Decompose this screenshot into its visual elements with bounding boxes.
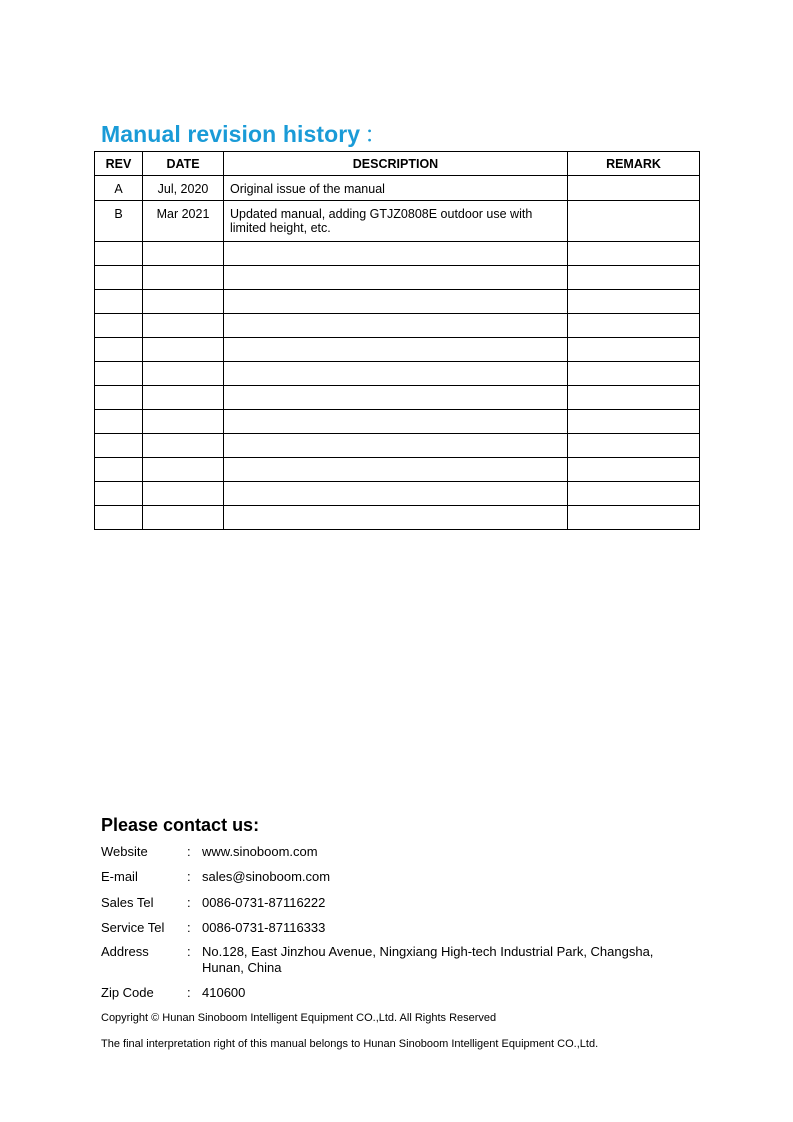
cell-text-rev <box>95 266 142 272</box>
table-cell-date <box>143 362 224 386</box>
table-cell-rev <box>95 266 143 290</box>
table-row <box>95 201 700 242</box>
table-cell-remark <box>568 338 700 362</box>
table-cell-description <box>224 201 568 242</box>
table-cell-date <box>143 506 224 530</box>
cell-text-description <box>224 338 567 344</box>
cell-text-rev <box>95 482 142 488</box>
cell-text-remark <box>568 201 699 207</box>
cell-text-rev <box>95 458 142 464</box>
table-cell-description <box>224 314 568 338</box>
table-cell-description <box>224 410 568 434</box>
table-row <box>95 410 700 434</box>
contact-address-value: No.128, East Jinzhou Avenue, Ningxiang High-tech Industrial Park, Changsha, Hunan, China <box>202 944 654 975</box>
contact-title: Please contact us: <box>101 815 260 835</box>
column-header-date: DATE <box>143 152 224 176</box>
contact-sales-tel-label: Sales Tel <box>101 895 154 910</box>
table-cell-rev <box>95 458 143 482</box>
table-row <box>95 314 700 338</box>
table-cell-rev <box>95 242 143 266</box>
cell-text-remark <box>568 506 699 512</box>
cell-text-description <box>224 290 567 296</box>
table-cell-remark <box>568 434 700 458</box>
table-cell-date <box>143 266 224 290</box>
cell-text-remark <box>568 266 699 272</box>
interpretation-notice: The final interpretation right of this manual belongs to Hunan Sinoboom Intelligent Equipment CO.,Ltd. <box>101 1038 599 1050</box>
contact-website-link[interactable]: www.sinoboom.com <box>202 844 318 859</box>
table-cell-remark <box>568 176 700 201</box>
table-cell-description <box>224 242 568 266</box>
table-cell-rev <box>95 338 143 362</box>
table-cell-date <box>143 410 224 434</box>
cell-text-date: Jul, 2020 <box>157 182 209 196</box>
cell-text-date <box>143 266 223 272</box>
table-cell-description <box>224 338 568 362</box>
table-cell-date <box>143 482 224 506</box>
cell-text-rev <box>95 290 142 296</box>
cell-text-date <box>143 290 223 296</box>
cell-text-date <box>143 506 223 512</box>
revision-history-table-body <box>95 176 700 530</box>
table-cell-remark <box>568 410 700 434</box>
cell-text-description <box>224 314 567 320</box>
cell-text-date <box>143 242 223 248</box>
table-cell-rev <box>95 176 143 201</box>
revision-history-title <box>101 116 387 149</box>
contact-separator: : <box>187 895 191 910</box>
cell-text-date <box>143 338 223 344</box>
cell-text-date <box>143 386 223 392</box>
column-header-description: DESCRIPTION <box>224 152 568 176</box>
cell-text-remark <box>568 482 699 488</box>
cell-text-description <box>224 482 567 488</box>
copyright-notice: Copyright © Hunan Sinoboom Intelligent Equipment CO.,Ltd. All Rights Reserved <box>101 1012 497 1024</box>
cell-text-remark <box>568 314 699 320</box>
cell-text-date <box>143 362 223 368</box>
table-cell-description <box>224 176 568 201</box>
table-cell-rev <box>95 386 143 410</box>
table-cell-rev <box>95 434 143 458</box>
contact-address-label: Address <box>101 944 149 959</box>
table-cell-remark <box>568 458 700 482</box>
table-cell-date <box>143 338 224 362</box>
cell-text-description <box>224 506 567 512</box>
table-row <box>95 482 700 506</box>
table-row <box>95 506 700 530</box>
cell-text-rev <box>95 506 142 512</box>
column-header-rev: REV <box>95 152 143 176</box>
cell-text-remark <box>568 386 699 392</box>
cell-text-rev: A <box>114 182 123 196</box>
revision-history-title-colon: ： <box>364 121 388 147</box>
contact-website-label: Website <box>101 844 148 859</box>
cell-text-date: Mar 2021 <box>156 207 210 221</box>
cell-text-date <box>143 482 223 488</box>
table-row <box>95 434 700 458</box>
table-cell-rev <box>95 290 143 314</box>
cell-text-description <box>224 242 567 248</box>
table-cell-date <box>143 386 224 410</box>
cell-text-description: Original issue of the manual <box>230 182 385 196</box>
contact-separator: : <box>187 985 191 1000</box>
column-header-remark: REMARK <box>568 152 700 176</box>
table-cell-rev <box>95 314 143 338</box>
table-cell-description <box>224 362 568 386</box>
cell-text-date <box>143 458 223 464</box>
table-cell-description <box>224 290 568 314</box>
table-cell-date <box>143 242 224 266</box>
table-cell-rev <box>95 506 143 530</box>
table-row <box>95 362 700 386</box>
cell-text-remark <box>568 242 699 248</box>
cell-text-remark <box>568 176 699 182</box>
table-row <box>95 458 700 482</box>
table-cell-date <box>143 201 224 242</box>
cell-text-remark <box>568 290 699 296</box>
contact-service-tel-value: 0086-0731-87116333 <box>202 920 326 935</box>
table-row <box>95 176 700 201</box>
cell-text-rev <box>95 434 142 440</box>
table-header-row <box>95 152 700 176</box>
contact-separator: : <box>187 869 191 884</box>
cell-text-remark <box>568 362 699 368</box>
cell-text-description <box>224 386 567 392</box>
cell-text-description <box>224 410 567 416</box>
contact-zip-label: Zip Code <box>101 985 154 1000</box>
table-cell-description <box>224 266 568 290</box>
contact-email-label: E-mail <box>101 869 138 884</box>
table-cell-remark <box>568 386 700 410</box>
table-row <box>95 338 700 362</box>
contact-zip-value: 410600 <box>202 985 246 1000</box>
revision-history-title-text: Manual revision history <box>101 121 361 147</box>
contact-separator: : <box>187 844 191 859</box>
cell-text-remark <box>568 458 699 464</box>
table-cell-remark <box>568 314 700 338</box>
table-cell-description <box>224 434 568 458</box>
cell-text-remark <box>568 410 699 416</box>
cell-text-date <box>143 314 223 320</box>
cell-text-rev <box>95 362 142 368</box>
table-row <box>95 266 700 290</box>
table-cell-remark <box>568 290 700 314</box>
table-cell-remark <box>568 201 700 242</box>
cell-text-date <box>143 410 223 416</box>
cell-text-rev <box>95 410 142 416</box>
table-cell-remark <box>568 482 700 506</box>
table-cell-date <box>143 314 224 338</box>
table-cell-description <box>224 458 568 482</box>
table-row <box>95 386 700 410</box>
table-row <box>95 290 700 314</box>
table-cell-description <box>224 386 568 410</box>
table-cell-date <box>143 176 224 201</box>
cell-text-description: Updated manual, adding GTJZ0808E outdoor use with limited height, etc. <box>230 207 533 235</box>
cell-text-remark <box>568 338 699 344</box>
table-cell-rev <box>95 362 143 386</box>
table-cell-rev <box>95 410 143 434</box>
contact-email-link[interactable]: sales@sinoboom.com <box>202 869 331 884</box>
contact-separator: : <box>187 920 191 935</box>
table-cell-description <box>224 482 568 506</box>
contact-service-tel-label: Service Tel <box>101 920 165 935</box>
cell-text-rev <box>95 386 142 392</box>
table-cell-remark <box>568 266 700 290</box>
cell-text-rev: B <box>114 207 123 221</box>
table-row <box>95 242 700 266</box>
table-cell-rev <box>95 482 143 506</box>
cell-text-rev <box>95 314 142 320</box>
cell-text-remark <box>568 434 699 440</box>
cell-text-rev <box>95 242 142 248</box>
table-cell-remark <box>568 362 700 386</box>
table-cell-description <box>224 506 568 530</box>
cell-text-rev <box>95 338 142 344</box>
table-cell-date <box>143 434 224 458</box>
cell-text-description <box>224 266 567 272</box>
table-cell-date <box>143 458 224 482</box>
table-cell-remark <box>568 242 700 266</box>
cell-text-description <box>224 362 567 368</box>
cell-text-description <box>224 458 567 464</box>
contact-separator: : <box>187 944 191 959</box>
table-cell-date <box>143 290 224 314</box>
revision-history-table <box>94 151 700 530</box>
table-cell-remark <box>568 506 700 530</box>
table-cell-rev <box>95 201 143 242</box>
cell-text-description <box>224 434 567 440</box>
cell-text-date <box>143 434 223 440</box>
contact-sales-tel-value: 0086-0731-87116222 <box>202 895 326 910</box>
